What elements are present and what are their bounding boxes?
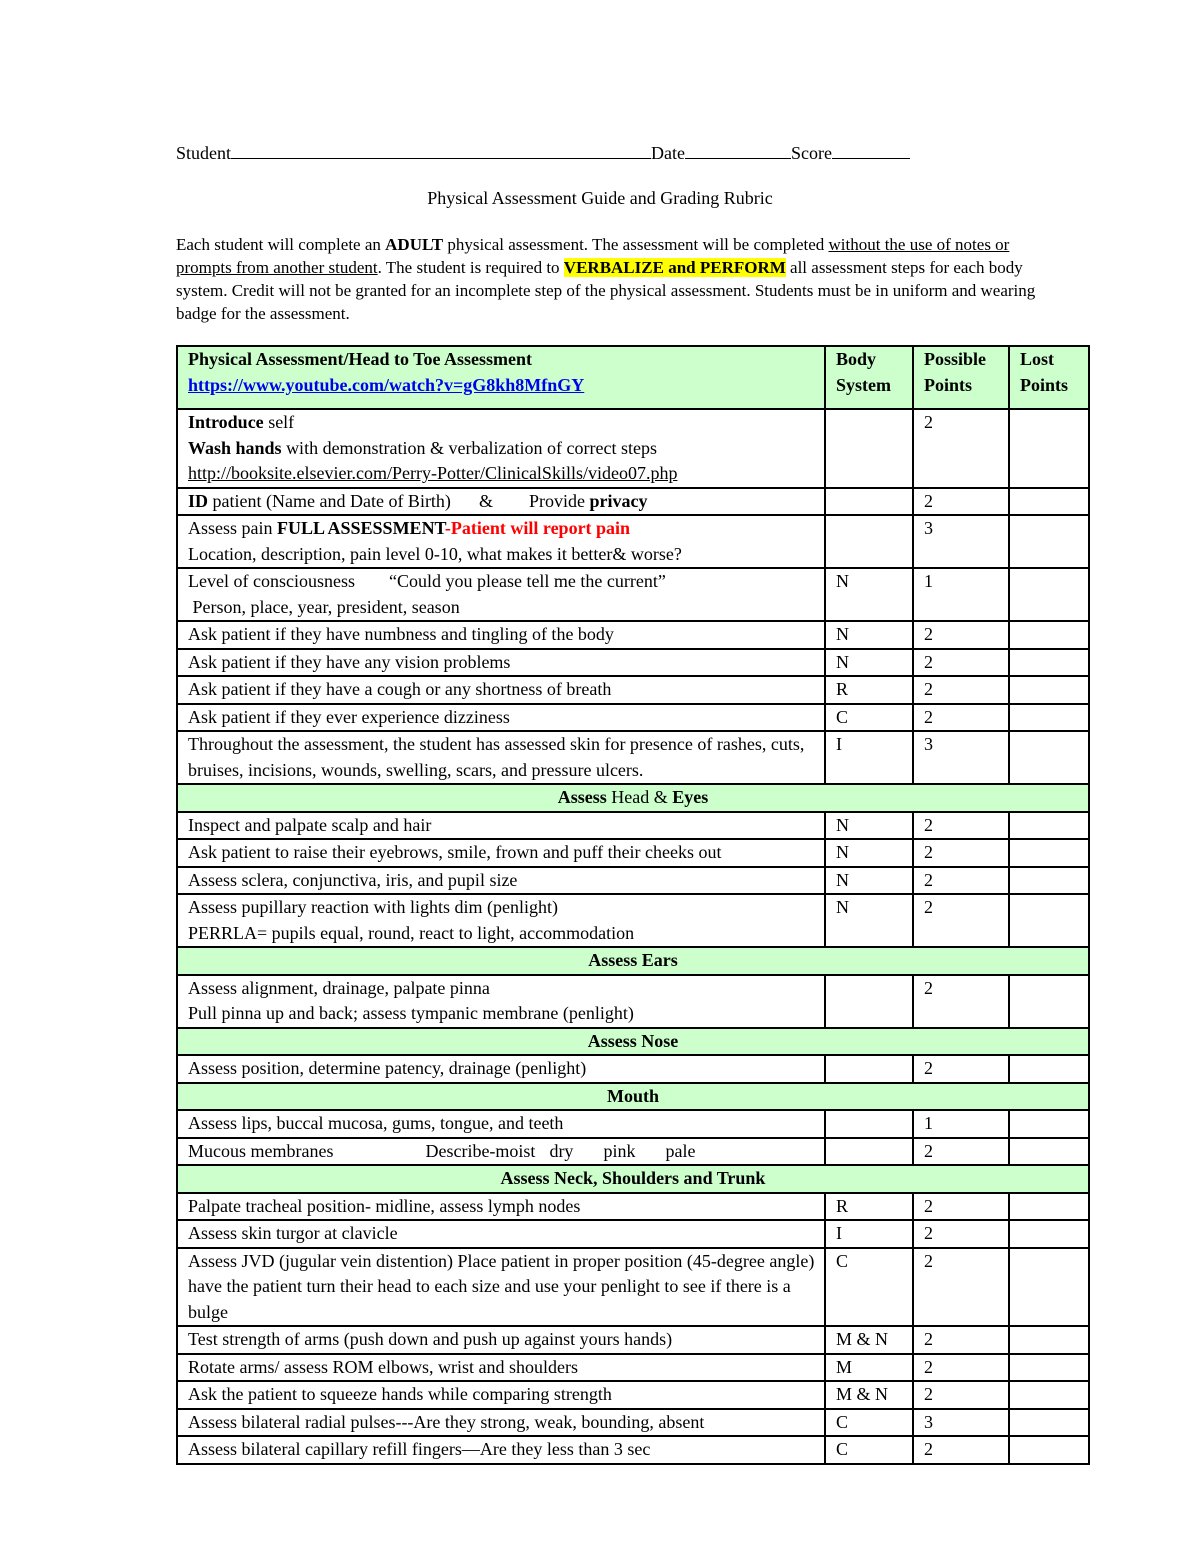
step-text: pink bbox=[603, 1140, 636, 1161]
points-cell: 2 bbox=[913, 1436, 1009, 1464]
step-text: Assess pupillary reaction with lights dim (penlight) bbox=[188, 897, 558, 917]
body-system-header: Body System bbox=[825, 346, 913, 409]
points-cell: 2 bbox=[913, 1248, 1009, 1327]
step-text: Describe-moist bbox=[425, 1140, 536, 1161]
section-title bbox=[177, 784, 1089, 812]
step-cell: Ask patient to raise their eyebrows, smile, frown and puff their cheeks out bbox=[177, 839, 825, 867]
student-label: Student bbox=[176, 143, 232, 163]
step-cell: Ask patient if they have numbness and tingling of the body bbox=[177, 621, 825, 649]
points-cell: 2 bbox=[913, 649, 1009, 677]
step-text: Mucous membranes bbox=[188, 1140, 334, 1161]
points-cell: 2 bbox=[913, 1354, 1009, 1382]
points-cell: 2 bbox=[913, 839, 1009, 867]
points-cell: 2 bbox=[913, 488, 1009, 516]
step-text: patient (Name and Date of Birth) bbox=[208, 490, 451, 511]
step-bold: Introduce bbox=[188, 412, 264, 432]
step-cell bbox=[177, 1138, 825, 1166]
table-row bbox=[177, 1193, 1089, 1221]
system-cell: C bbox=[825, 1248, 913, 1327]
table-header-row bbox=[177, 346, 1089, 409]
points-cell: 2 bbox=[913, 894, 1009, 947]
points-cell: 2 bbox=[913, 1381, 1009, 1409]
step-text: pale bbox=[665, 1140, 696, 1161]
section-title: Assess Ears bbox=[177, 947, 1089, 975]
intro-text: physical assessment. The assessment will be completed bbox=[443, 235, 829, 254]
score-blank bbox=[832, 142, 910, 159]
system-cell bbox=[825, 975, 913, 1028]
points-cell: 3 bbox=[913, 515, 1009, 568]
points-cell: 2 bbox=[913, 621, 1009, 649]
lost-points-cell[interactable] bbox=[1009, 515, 1089, 568]
lost-points-cell[interactable] bbox=[1009, 1193, 1089, 1221]
step-cell bbox=[177, 515, 825, 568]
table-row bbox=[177, 676, 1089, 704]
step-cell: Throughout the assessment, the student has assessed skin for presence of rashes, cuts, bruises, incisions, wounds, swelling, scars, and pressure ulcers. bbox=[177, 731, 825, 784]
system-cell: C bbox=[825, 704, 913, 732]
system-cell bbox=[825, 1110, 913, 1138]
section-bold: Eyes bbox=[672, 787, 709, 807]
step-cell: Assess skin turgor at clavicle bbox=[177, 1220, 825, 1248]
lost-points-cell[interactable] bbox=[1009, 649, 1089, 677]
system-cell: M & N bbox=[825, 1381, 913, 1409]
intro-text: all assessment steps for each body system. Credit will not be granted for an incomplete step of the physical assessment. Students must be in uniform and wearing badge for the assessment. bbox=[176, 258, 1036, 323]
table-row bbox=[177, 894, 1089, 947]
intro-underlined: without the use of notes or prompts from another student bbox=[176, 235, 1010, 277]
system-cell: I bbox=[825, 731, 913, 784]
step-bold: Wash hands bbox=[188, 437, 282, 458]
section-title: Assess Neck, Shoulders and Trunk bbox=[177, 1165, 1089, 1193]
date-label: Date bbox=[651, 143, 685, 163]
step-cell bbox=[177, 568, 825, 621]
document-title: Physical Assessment Guide and Grading Rubric bbox=[427, 188, 773, 208]
lost-points-cell[interactable] bbox=[1009, 409, 1089, 488]
points-cell: 3 bbox=[913, 1409, 1009, 1437]
system-cell: N bbox=[825, 649, 913, 677]
assessment-header bbox=[177, 346, 825, 409]
lost-points-cell[interactable] bbox=[1009, 975, 1089, 1028]
table-row bbox=[177, 975, 1089, 1028]
intro-highlight: VERBALIZE and PERFORM bbox=[563, 258, 786, 277]
step-cell: Ask the patient to squeeze hands while comparing strength bbox=[177, 1381, 825, 1409]
table-row bbox=[177, 1436, 1089, 1464]
score-label: Score bbox=[791, 143, 832, 163]
step-cell bbox=[177, 975, 825, 1028]
system-cell: N bbox=[825, 867, 913, 895]
system-cell: C bbox=[825, 1409, 913, 1437]
table-row bbox=[177, 1220, 1089, 1248]
student-blank bbox=[231, 142, 651, 159]
system-cell: C bbox=[825, 1436, 913, 1464]
system-cell: M & N bbox=[825, 1326, 913, 1354]
step-text: self bbox=[263, 412, 295, 432]
system-cell: N bbox=[825, 839, 913, 867]
table-row bbox=[177, 1110, 1089, 1138]
step-text: Level of consciousness bbox=[188, 571, 355, 591]
step-cell: Palpate tracheal position- midline, assess lymph nodes bbox=[177, 1193, 825, 1221]
lost-points-cell[interactable] bbox=[1009, 731, 1089, 784]
step-text: Assess pain bbox=[188, 518, 277, 538]
points-cell: 2 bbox=[913, 975, 1009, 1028]
step-cell: Assess sclera, conjunctiva, iris, and pupil size bbox=[177, 867, 825, 895]
lost-points-cell[interactable] bbox=[1009, 621, 1089, 649]
section-row-nose bbox=[177, 1028, 1089, 1056]
step-text: Location, description, pain level 0-10, what makes it better& worse? bbox=[188, 543, 682, 564]
section-title: Mouth bbox=[177, 1083, 1089, 1111]
step-text: “Could you please tell me the current” bbox=[388, 571, 666, 591]
table-row bbox=[177, 839, 1089, 867]
lost-points-cell[interactable] bbox=[1009, 1248, 1089, 1327]
rubric-table bbox=[176, 345, 1090, 1465]
section-row-neck-shoulders-trunk bbox=[177, 1165, 1089, 1193]
lost-points-cell[interactable] bbox=[1009, 568, 1089, 621]
step-bold: privacy bbox=[589, 490, 648, 511]
step-cell: Inspect and palpate scalp and hair bbox=[177, 812, 825, 840]
step-cell bbox=[177, 409, 825, 488]
step-cell: Test strength of arms (push down and push up against yours hands) bbox=[177, 1326, 825, 1354]
header-line bbox=[176, 142, 910, 164]
system-cell bbox=[825, 1055, 913, 1083]
system-cell bbox=[825, 409, 913, 488]
system-cell bbox=[825, 488, 913, 516]
lost-points-cell[interactable] bbox=[1009, 1220, 1089, 1248]
lost-points-cell[interactable] bbox=[1009, 1138, 1089, 1166]
lost-points-cell[interactable] bbox=[1009, 676, 1089, 704]
step-cell: Ask patient if they ever experience dizziness bbox=[177, 704, 825, 732]
table-row bbox=[177, 1326, 1089, 1354]
points-cell: 2 bbox=[913, 704, 1009, 732]
section-bold: Assess bbox=[557, 787, 607, 807]
intro-text: Each student will complete an bbox=[176, 235, 386, 254]
points-cell: 2 bbox=[913, 1326, 1009, 1354]
points-cell: 2 bbox=[913, 409, 1009, 488]
system-cell: R bbox=[825, 676, 913, 704]
table-row bbox=[177, 1055, 1089, 1083]
system-cell bbox=[825, 1138, 913, 1166]
lost-points-cell[interactable] bbox=[1009, 488, 1089, 516]
lost-points-cell[interactable] bbox=[1009, 894, 1089, 947]
section-row-ears bbox=[177, 947, 1089, 975]
lost-points-cell[interactable] bbox=[1009, 1436, 1089, 1464]
table-row bbox=[177, 515, 1089, 568]
table-row bbox=[177, 1248, 1089, 1327]
step-cell: Ask patient if they have any vision problems bbox=[177, 649, 825, 677]
points-cell: 2 bbox=[913, 676, 1009, 704]
step-cell bbox=[177, 488, 825, 516]
lost-points-cell[interactable] bbox=[1009, 1110, 1089, 1138]
points-cell: 2 bbox=[913, 867, 1009, 895]
lost-points-cell[interactable] bbox=[1009, 1381, 1089, 1409]
lost-points-cell[interactable] bbox=[1009, 1354, 1089, 1382]
step-red-note: -Patient will report pain bbox=[444, 518, 631, 538]
step-text: & bbox=[478, 490, 493, 511]
table-row bbox=[177, 409, 1089, 488]
lost-points-cell[interactable] bbox=[1009, 1326, 1089, 1354]
lost-points-header: Lost Points bbox=[1009, 346, 1089, 409]
step-text: Assess alignment, drainage, palpate pinna bbox=[188, 977, 490, 998]
step-cell: Assess lips, buccal mucosa, gums, tongue, and teeth bbox=[177, 1110, 825, 1138]
system-cell: I bbox=[825, 1220, 913, 1248]
points-cell: 3 bbox=[913, 731, 1009, 784]
lost-points-cell[interactable] bbox=[1009, 812, 1089, 840]
points-cell: 2 bbox=[913, 1055, 1009, 1083]
step-text: PERRLA= pupils equal, round, react to light, accommodation bbox=[188, 922, 635, 943]
table-row bbox=[177, 621, 1089, 649]
lost-points-cell[interactable] bbox=[1009, 867, 1089, 895]
system-cell: R bbox=[825, 1193, 913, 1221]
date-blank bbox=[685, 142, 791, 159]
step-cell: Assess bilateral capillary refill fingers—Are they less than 3 sec bbox=[177, 1436, 825, 1464]
system-cell: N bbox=[825, 568, 913, 621]
table-row bbox=[177, 704, 1089, 732]
table-row bbox=[177, 867, 1089, 895]
table-row bbox=[177, 1409, 1089, 1437]
step-text: Pull pinna up and back; assess tympanic membrane (penlight) bbox=[188, 1003, 634, 1023]
lost-points-cell[interactable] bbox=[1009, 1409, 1089, 1437]
points-cell: 2 bbox=[913, 812, 1009, 840]
points-cell: 2 bbox=[913, 1193, 1009, 1221]
points-cell: 1 bbox=[913, 568, 1009, 621]
table-row bbox=[177, 731, 1089, 784]
points-cell: 2 bbox=[913, 1138, 1009, 1166]
step-bold: ID bbox=[188, 490, 209, 511]
step-cell: Rotate arms/ assess ROM elbows, wrist and shoulders bbox=[177, 1354, 825, 1382]
step-text: Person, place, year, president, season bbox=[188, 596, 460, 617]
system-cell: M bbox=[825, 1354, 913, 1382]
step-bold: FULL ASSESSMENT bbox=[277, 518, 445, 538]
table-row bbox=[177, 1354, 1089, 1382]
system-cell bbox=[825, 515, 913, 568]
step-cell: Ask patient if they have a cough or any shortness of breath bbox=[177, 676, 825, 704]
table-row bbox=[177, 1381, 1089, 1409]
table-row bbox=[177, 488, 1089, 516]
section-text: Head & bbox=[606, 787, 673, 807]
possible-points-header: Possible Points bbox=[913, 346, 1009, 409]
step-cell: Assess position, determine patency, drainage (penlight) bbox=[177, 1055, 825, 1083]
table-row bbox=[177, 1138, 1089, 1166]
youtube-link[interactable]: https://www.youtube.com/watch?v=gG8kh8MfnGY bbox=[188, 374, 585, 395]
system-cell: N bbox=[825, 621, 913, 649]
lost-points-cell[interactable] bbox=[1009, 1055, 1089, 1083]
system-cell: N bbox=[825, 812, 913, 840]
lost-points-cell[interactable] bbox=[1009, 839, 1089, 867]
step-text: with demonstration & verbalization of correct steps bbox=[281, 437, 657, 458]
assessment-header-title: Physical Assessment/Head to Toe Assessment bbox=[188, 349, 533, 369]
table-row bbox=[177, 812, 1089, 840]
lost-points-cell[interactable] bbox=[1009, 704, 1089, 732]
intro-paragraph bbox=[176, 233, 1056, 325]
intro-text: . The student is required to bbox=[377, 258, 564, 277]
points-cell: 2 bbox=[913, 1220, 1009, 1248]
video-link[interactable]: http://booksite.elsevier.com/Perry-Potter/ClinicalSkills/video07.php bbox=[188, 463, 678, 483]
step-cell: Assess JVD (jugular vein distention) Place patient in proper position (45-degree angle) have the patient turn their head to each size and use your penlight to see if there is a bulge bbox=[177, 1248, 825, 1327]
step-text: Provide bbox=[528, 490, 590, 511]
step-cell bbox=[177, 894, 825, 947]
intro-adult: ADULT bbox=[385, 235, 444, 254]
table-row bbox=[177, 568, 1089, 621]
section-row-mouth bbox=[177, 1083, 1089, 1111]
step-cell: Assess bilateral radial pulses---Are they strong, weak, bounding, absent bbox=[177, 1409, 825, 1437]
points-cell: 1 bbox=[913, 1110, 1009, 1138]
table-row bbox=[177, 649, 1089, 677]
system-cell: N bbox=[825, 894, 913, 947]
section-title: Assess Nose bbox=[177, 1028, 1089, 1056]
step-text: dry bbox=[549, 1140, 574, 1161]
section-row-head-eyes bbox=[177, 784, 1089, 812]
